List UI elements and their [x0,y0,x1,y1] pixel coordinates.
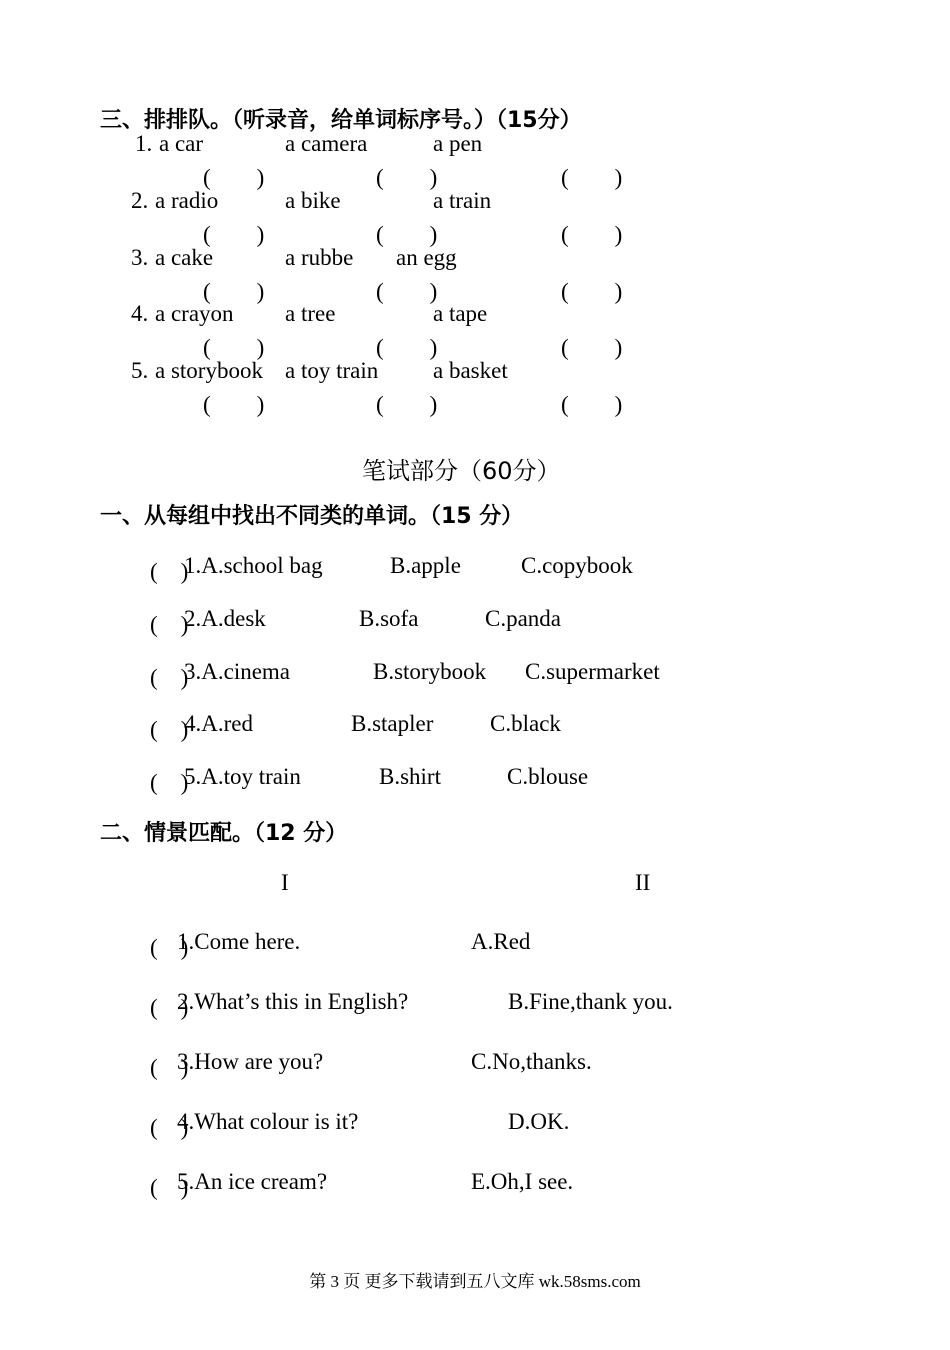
word-item: a toy train [285,358,379,383]
answer-blank[interactable]: ( ) [561,165,623,190]
answer-blank[interactable]: ( ) [561,222,623,247]
word-item: a rubbe [285,245,354,270]
answer-blank[interactable]: ( ) [561,335,623,360]
option-a: 2.A.desk [184,606,266,631]
option-b: B.shirt [379,764,441,789]
matching-question: 5.An ice cream? [177,1169,328,1194]
section-title: 笔试部分（60分） [362,457,561,485]
word-item: a tree [285,301,336,326]
word-item: a crayon [155,301,234,326]
word-item: a camera [285,131,368,156]
answer-blank[interactable]: ( ) [203,222,265,247]
answer-blank[interactable]: ( ) [150,995,189,1020]
option-b: B.sofa [359,606,419,631]
list-item-number: 1. [135,131,153,156]
word-item: a radio [155,188,219,213]
answer-blank[interactable]: ( ) [203,165,265,190]
answer-blank[interactable]: ( ) [376,165,438,190]
answer-blank[interactable]: ( ) [150,935,189,960]
answer-blank[interactable]: ( ) [203,335,265,360]
answer-blank[interactable]: ( ) [150,1115,189,1140]
column-heading-ii: II [635,870,651,895]
list-item-number: 5. [131,358,149,383]
option-c: C.copybook [521,553,633,578]
page-footer: 第 3 页 更多下载请到五八文库 wk.58sms.com [309,1272,641,1291]
list-item-number: 2. [131,188,149,213]
word-item: a storybook [155,358,263,383]
answer-blank[interactable]: ( ) [150,612,189,637]
answer-blank[interactable]: ( ) [150,717,189,742]
option-c: C.blouse [507,764,589,789]
matching-question: 3.How are you? [177,1049,324,1074]
list-item-number: 4. [131,301,149,326]
option-b: B.apple [390,553,461,578]
word-item: an egg [396,245,457,270]
word-item: a tape [433,301,488,326]
option-c: C.panda [485,606,562,631]
option-c: C.black [490,711,561,736]
matching-question: 2.What’s this in English? [177,989,409,1014]
word-item: a pen [433,131,483,156]
listening-heading: 三、排排队。（听录音，给单词标序号。）（15分） [100,108,582,133]
answer-blank[interactable]: ( ) [150,665,189,690]
matching-answer: D.OK. [508,1109,570,1134]
option-c: C.supermarket [525,659,660,684]
answer-blank[interactable]: ( ) [150,1055,189,1080]
option-a: 4.A.red [184,711,253,736]
odd-one-out-heading: 一、从每组中找出不同类的单词。（15 分） [100,504,524,529]
word-item: a basket [433,358,508,383]
option-b: B.storybook [373,659,487,684]
matching-heading: 二、情景匹配。（12 分） [100,821,348,846]
option-b: B.stapler [351,711,434,736]
word-item: a cake [155,245,214,270]
answer-blank[interactable]: ( ) [150,770,189,795]
answer-blank[interactable]: ( ) [376,392,438,417]
answer-blank[interactable]: ( ) [203,392,265,417]
answer-blank[interactable]: ( ) [150,559,189,584]
matching-answer: E.Oh,I see. [471,1169,574,1194]
option-a: 1.A.school bag [184,553,323,578]
matching-question: 1.Come here. [177,929,301,954]
matching-answer: B.Fine,thank you. [508,989,673,1014]
matching-question: 4.What colour is it? [177,1109,359,1134]
answer-blank[interactable]: ( ) [561,279,623,304]
answer-blank[interactable]: ( ) [203,279,265,304]
word-item: a train [433,188,492,213]
answer-blank[interactable]: ( ) [150,1175,189,1200]
word-item: a car [159,131,204,156]
answer-blank[interactable]: ( ) [376,222,438,247]
answer-blank[interactable]: ( ) [376,279,438,304]
answer-blank[interactable]: ( ) [376,335,438,360]
matching-answer: C.No,thanks. [471,1049,592,1074]
list-item-number: 3. [131,245,149,270]
matching-answer: A.Red [471,929,531,954]
answer-blank[interactable]: ( ) [561,392,623,417]
option-a: 3.A.cinema [184,659,291,684]
word-item: a bike [285,188,341,213]
column-heading-i: I [281,870,289,895]
option-a: 5.A.toy train [184,764,301,789]
